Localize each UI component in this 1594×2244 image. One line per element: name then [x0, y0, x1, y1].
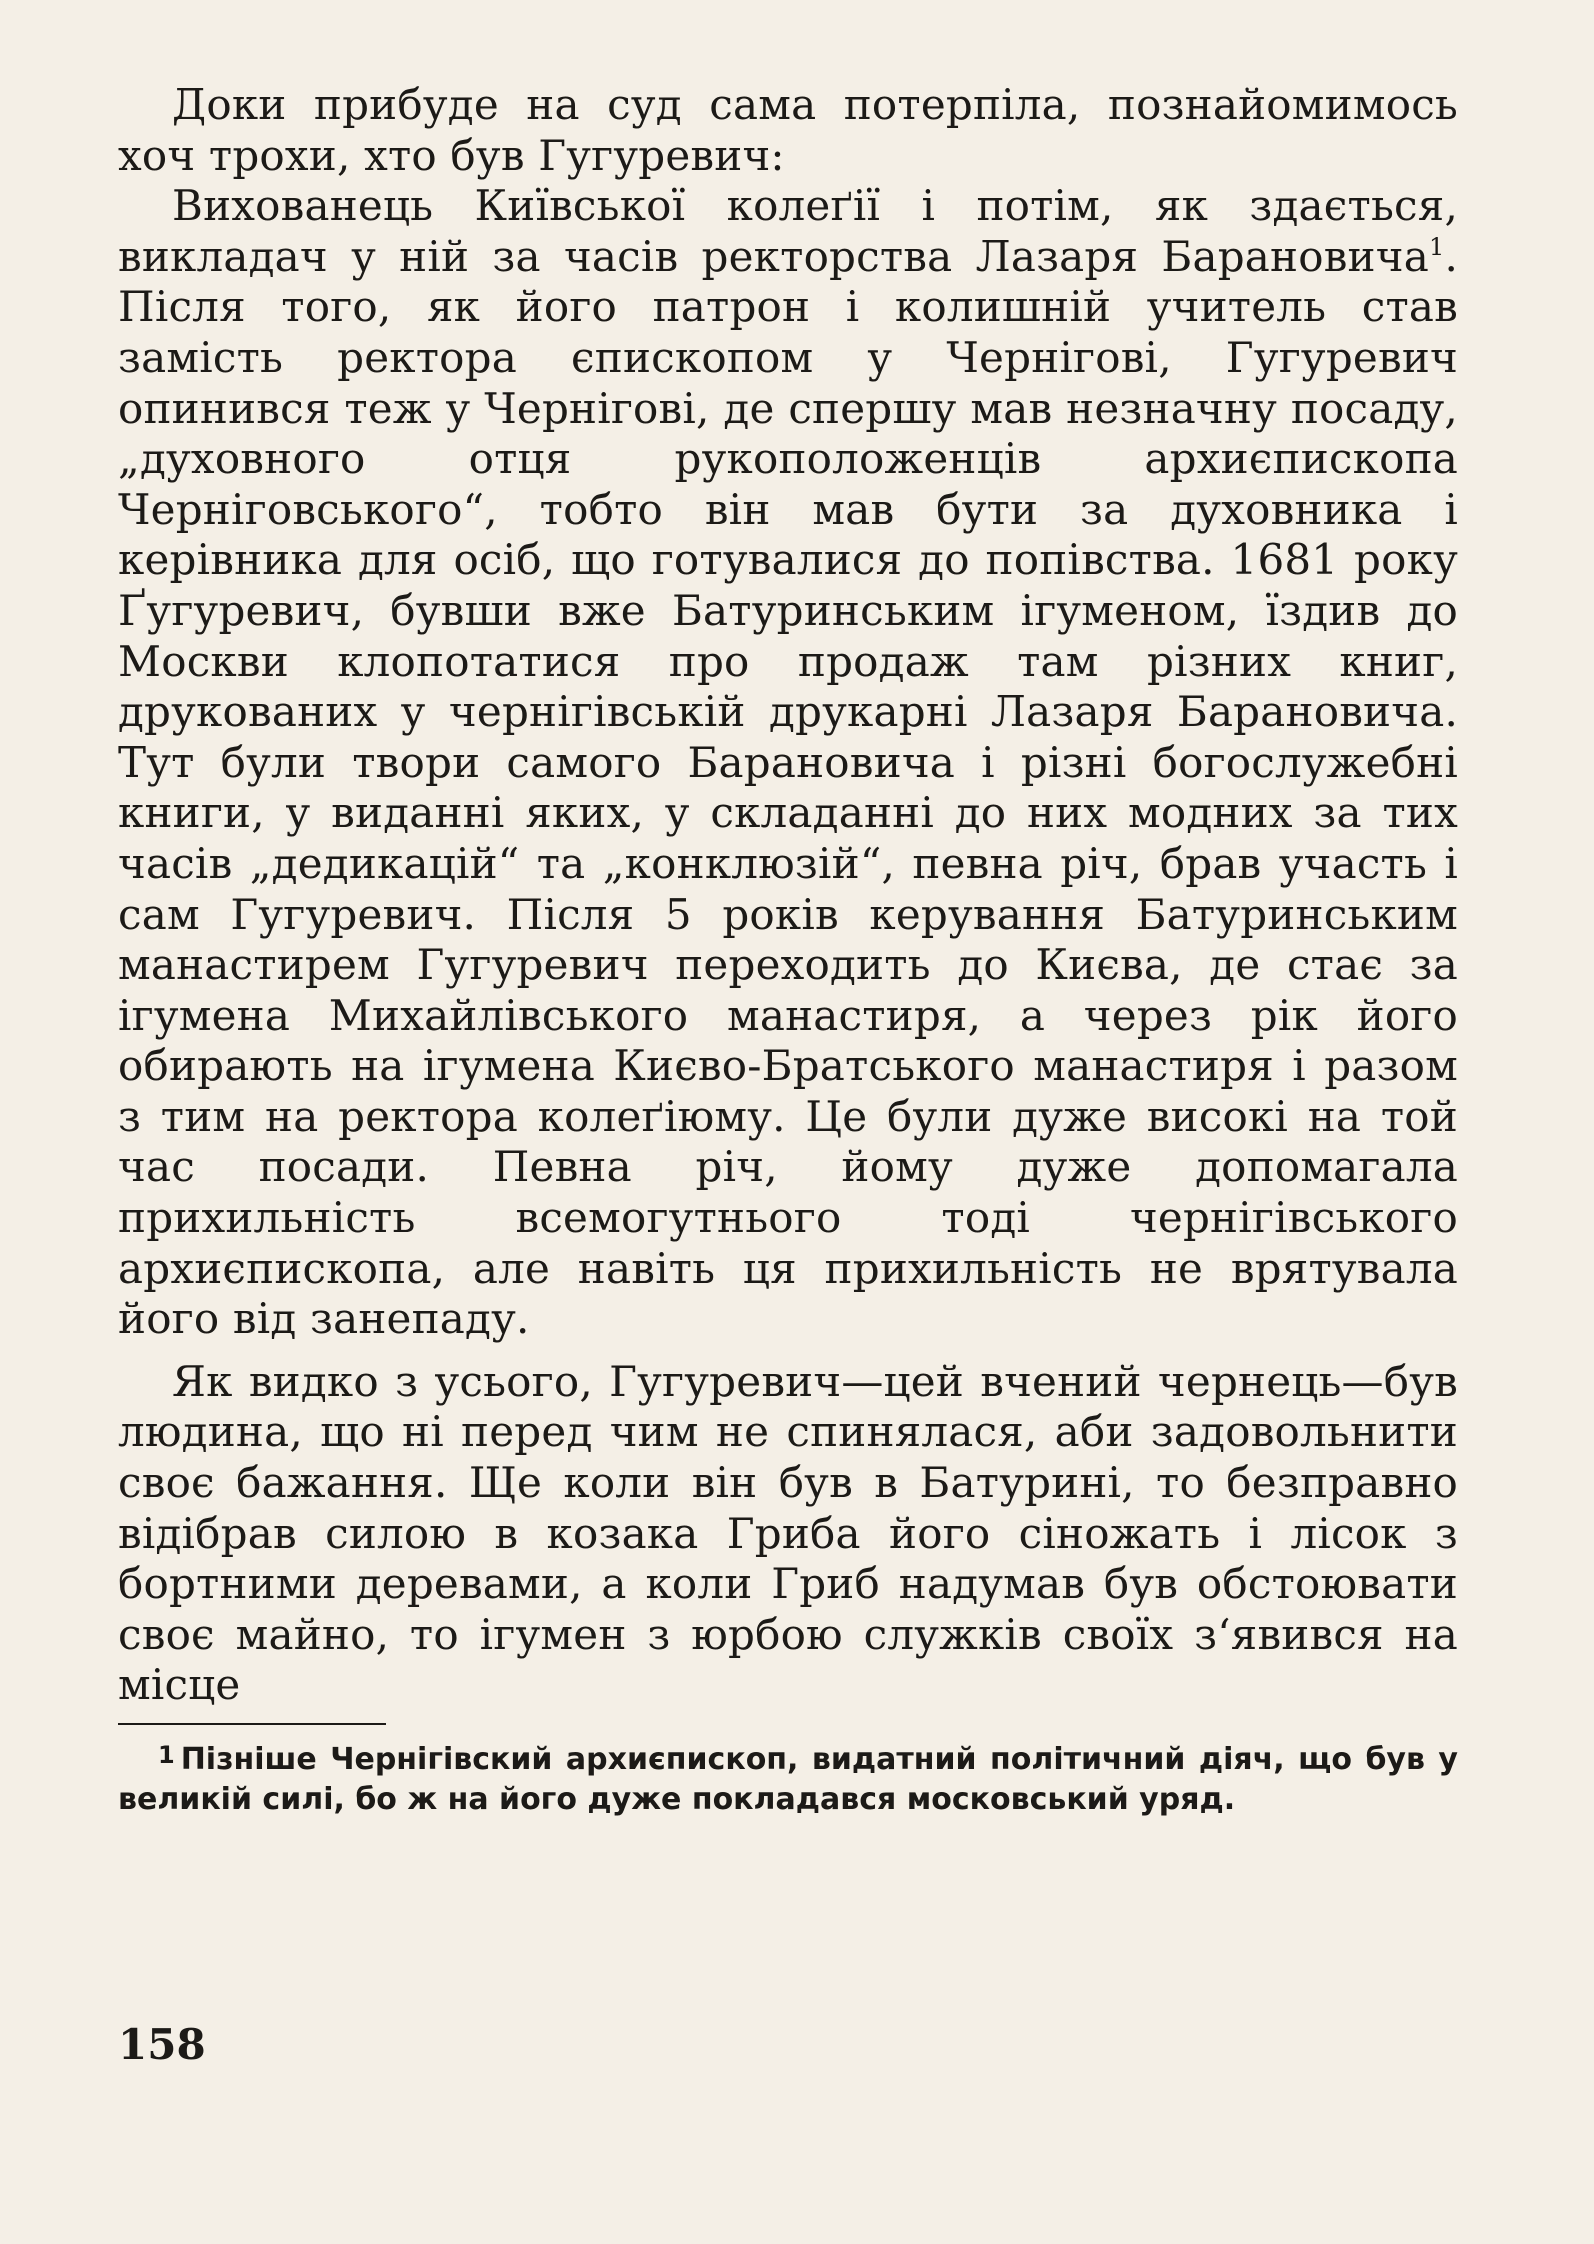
paragraph-3: Як видко з усього, Гугуревич—цей вчений чернець—був людина, що ні перед чим не спинялася, аби задовольнити своє бажання. Ще коли він був в Батурині, то безправно відібрав силою в козака Гриба його сіножать і лісок з бортними деревами, а коли Гриб надумав був обстоювати своє майно, то ігумен з юрбою служків своїх з‘явився на місце: [118, 1356, 1458, 1710]
book-page: [118, 80, 1458, 2180]
paragraph-2-part-1: Вихованець Київської колеґії і потім, як здається, викладач у ній за часів ректорства Лазаря Барановича: [118, 181, 1458, 281]
footnote-divider: [118, 1723, 386, 1725]
footnote-number: 1: [158, 1741, 175, 1769]
page-number: 158: [118, 2020, 206, 2069]
footnote: [118, 1735, 1458, 1820]
paragraph-1: Доки прибуде на суд сама потерпіла, познайомимось хоч трохи, хто був Гугуревич:: [118, 80, 1458, 180]
footnote-reference: 1: [1428, 232, 1445, 261]
paragraph-2-part-2: . Після того, як його патрон і колишній учитель став замість ректора єпископом у Чернігові, Гугуревич опинився теж у Чернігові, де спершу мав незначну посаду, „духовного отця рукоположенців архиєпископа Черніговського“, тобто він мав бути за духовника і керівника для осіб, що готувалися до попівства. 1681 року Ґугуревич, бувши вже Батуринським ігуменом, їздив до Москви клопотатися про продаж там різних книг, друкованих у чернігівській друкарні Лазаря Барановича. Тут були твори самого Барановича і різні богослужебні книги, у виданні яких, у складанні до них модних за тих часів „дедикацій“ та „конклюзій“, певна річ, брав участь і сам Гугуревич. Після 5 років керування Батуринським манастирем Гугуревич переходить до Києва, де стає за ігумена Михайлівського манастиря, а через рік його обирають на ігумена Києво-Братського манастиря і разом з тим на ректора колеґіюму. Це були дуже високі на той час посади. Певна річ, йому дуже допомагала прихильність всемогутнього тоді чернігівського архиєпископа, але навіть ця прихильність не врятувала його від занепаду.: [118, 231, 1458, 1344]
footnote-text: Пізніше Чернігівский архиєпископ, видатний політичний діяч, що був у великій силі, бо ж на його дуже покладався московський уряд.: [118, 1742, 1458, 1817]
paragraph-2: [118, 181, 1458, 1345]
main-text: [118, 80, 1458, 1711]
